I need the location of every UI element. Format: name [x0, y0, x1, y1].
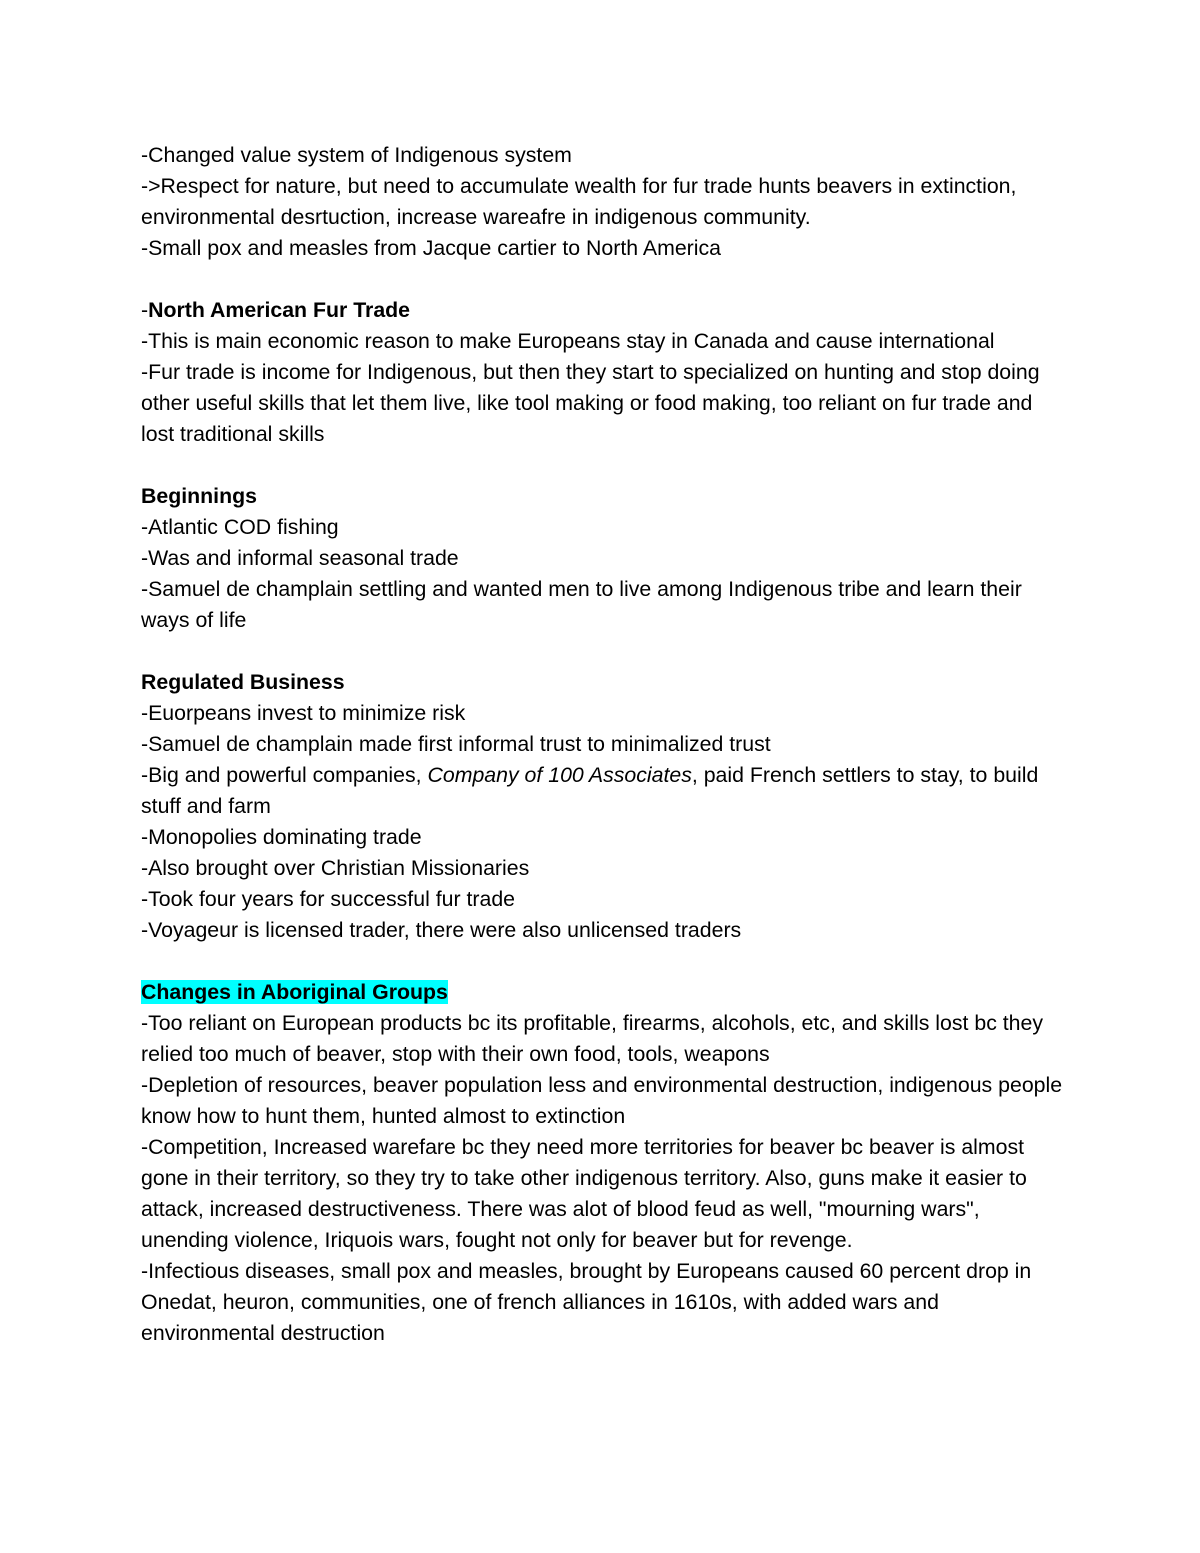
regulated-line-3 [141, 760, 1071, 822]
fur-trade-heading [141, 295, 1071, 326]
fur-trade-heading-prefix: - [141, 298, 149, 322]
regulated-line-4: -Monopolies dominating trade [141, 825, 422, 849]
beginnings-line-2: -Was and informal seasonal trade [141, 546, 459, 570]
regulated-line-5: -Also brought over Christian Missionaries [141, 856, 530, 880]
changes-heading [141, 977, 1071, 1008]
intro-line-3: -Small pox and measles from Jacque cartier to North America [141, 236, 721, 260]
intro-line-2: ->Respect for nature, but need to accumulate wealth for fur trade hunts beavers in extinction, environmental desrtuction, increase wareafre in indigenous community. [141, 174, 1017, 229]
regulated-line-2: -Samuel de champlain made first informal trust to minimalized trust [141, 732, 771, 756]
regulated-line-1: -Euorpeans invest to minimize risk [141, 701, 466, 725]
fur-trade-heading-text: North American Fur Trade [148, 298, 411, 322]
changes-heading-text: Changes in Aboriginal Groups [141, 980, 448, 1004]
company-name-italic: Company of 100 Associates [427, 763, 692, 787]
fur-trade-line-2: -Fur trade is income for Indigenous, but then they start to specialized on hunting and stop doing other useful skills that let them live, like tool making or food making, too reliant on fur trade and lost traditional skills [141, 360, 1040, 446]
changes-line-4: -Infectious diseases, small pox and measles, brought by Europeans caused 60 percent drop in Onedat, heuron, communities, one of french alliances in 1610s, with added wars and environmental destruction [141, 1259, 1032, 1345]
fur-trade-line-1: -This is main economic reason to make Europeans stay in Canada and cause international [141, 329, 995, 353]
regulated-line-3-post: , paid French settlers to stay, to build stuff and farm [141, 763, 1039, 818]
intro-line-1: -Changed value system of Indigenous system [141, 143, 572, 167]
beginnings-line-1: -Atlantic COD fishing [141, 515, 339, 539]
spacer [141, 636, 1071, 667]
spacer [141, 946, 1071, 977]
document-page [141, 140, 1071, 1349]
changes-line-2: -Depletion of resources, beaver population less and environmental destruction, indigenous people know how to hunt them, hunted almost to extinction [141, 1073, 1063, 1128]
regulated-line-7: -Voyageur is licensed trader, there were also unlicensed traders [141, 918, 742, 942]
changes-line-1: -Too reliant on European products bc its profitable, firearms, alcohols, etc, and skills lost bc they relied too much of beaver, stop with their own food, tools, weapons [141, 1011, 1044, 1066]
beginnings-line-3: -Samuel de champlain settling and wanted men to live among Indigenous tribe and learn their ways of life [141, 577, 1022, 632]
changes-line-3: -Competition, Increased warefare bc they need more territories for beaver bc beaver is almost gone in their territory, so they try to take other indigenous territory. Also, guns make it easier to attack, increased destructiveness. There was alot of blood feud as well, "mourning wars", unending violence, Iriquois wars, fought not only for beaver but for revenge. [141, 1135, 1027, 1252]
spacer [141, 450, 1071, 481]
regulated-line-6: -Took four years for successful fur trade [141, 887, 516, 911]
regulated-line-3-pre: -Big and powerful companies, [141, 763, 428, 787]
beginnings-heading: Beginnings [141, 484, 257, 508]
spacer [141, 264, 1071, 295]
regulated-heading: Regulated Business [141, 670, 345, 694]
